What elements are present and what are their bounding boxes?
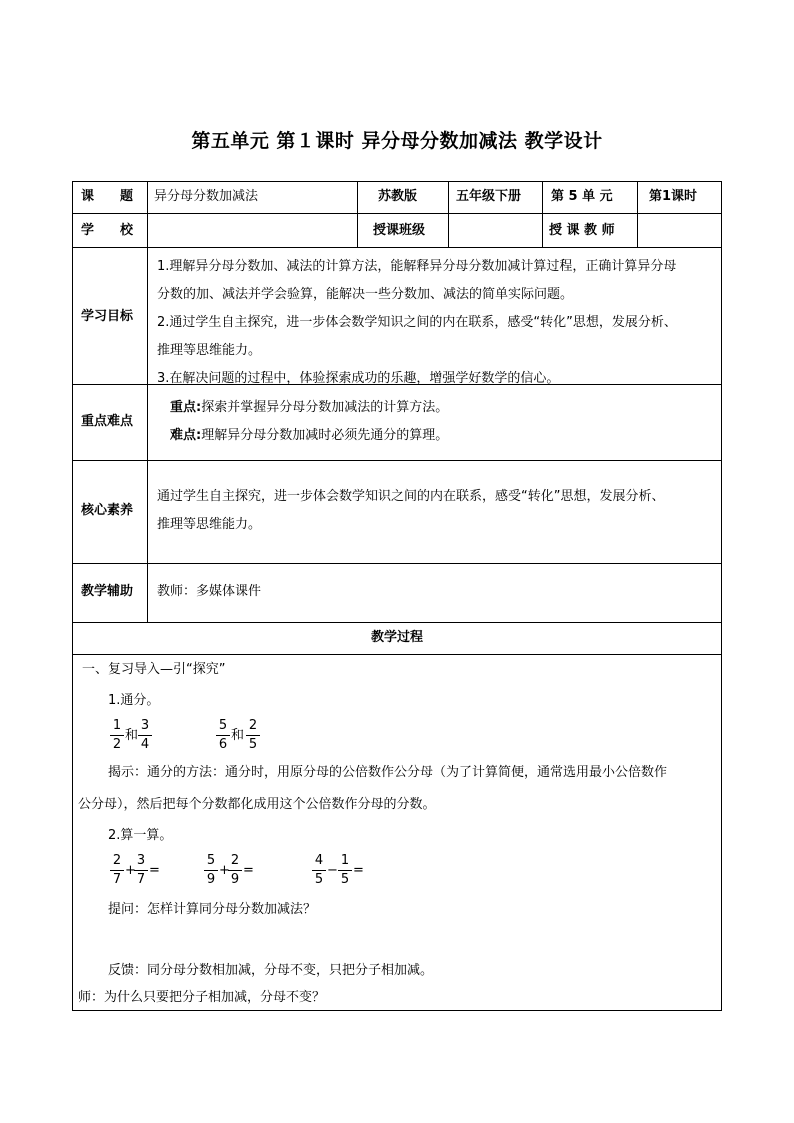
row-divider [72,213,722,214]
table-border-top [72,181,722,182]
fraction: $\frac{3}{4}$ [138,719,152,752]
item-common-denominator: 1.通分。 [108,693,160,708]
literacy-label: 核心素养 [81,503,134,518]
fraction: $\frac{1}{5}$ [338,854,352,887]
joiner-text: 和 [231,728,245,743]
reveal-line-2: 公分母），然后把每个分数都化成用这个公倍数作分母的分数。 [78,797,436,812]
fraction: $\frac{3}{7}$ [134,854,148,887]
table-border-right [721,181,722,1011]
process-heading: 教学过程 [370,630,423,645]
topic-label: 课 题 [81,189,134,204]
focus-text: 探索并掌握异分母分数加减法的计算方法。 [201,400,449,415]
row-divider [72,654,722,655]
keypoints-text [170,394,448,450]
row-divider [72,622,722,623]
unit: 第 5 单 元 [551,189,613,204]
row-divider [72,563,722,564]
focus-label: 重点: [170,400,202,415]
lesson-plan-table [72,181,722,1011]
table-border-left [72,181,73,1011]
publisher: 苏教版 [378,189,418,204]
grade: 五年级下册 [456,189,522,204]
goal-line: 推理等思维能力。 [157,343,262,358]
feedback-text: 反馈：同分母分数相加减，分母不变，只把分子相加减。 [108,963,434,978]
question-text: 提问：怎样计算同分母分数加减法？ [108,902,317,917]
item-calculate: 2.算一算。 [108,828,173,843]
operator: − [327,863,338,878]
topic-value: 异分母分数加减法 [154,189,259,204]
goal-line: 3.在解决问题的过程中，体验探索成功的乐趣，增强学好数学的信心。 [157,371,560,386]
difficulty-label: 难点: [170,428,202,443]
col-divider [357,181,358,247]
literacy-text [157,483,664,539]
operator: + [219,863,230,878]
col-divider [637,181,638,247]
reveal-line-1: 揭示：通分的方法：通分时，用原分母的公倍数作公分母（为了计算简便，通常选用最小公倍数作 [108,765,668,780]
fraction: $\frac{2}{9}$ [228,854,242,887]
goals-text [157,253,677,393]
operator: + [125,863,136,878]
goal-line: 分数的加、减法并学会验算，能解决一些分数加、减法的简单实际问题。 [157,287,574,302]
equals-sign: = [149,863,160,878]
fraction: $\frac{2}{5}$ [246,719,260,752]
aids-text: 教师：多媒体课件 [157,584,262,599]
fraction: $\frac{4}{5}$ [312,854,326,887]
goal-line: 1.理解异分母分数加、减法的计算方法，能解释异分母分数加减计算过程，正确计算异分母 [157,259,677,274]
literacy-line: 推理等思维能力。 [157,517,262,532]
literacy-line: 通过学生自主探究，进一步体会数学知识之间的内在联系，感受“转化”思想，发展分析、 [157,489,665,504]
fraction: $\frac{2}{7}$ [110,854,124,887]
document-title: 第五单元 第１课时 异分母分数加减法 教学设计 [191,130,603,152]
goals-label: 学习目标 [81,309,134,324]
fraction: $\frac{5}{6}$ [216,719,230,752]
lesson-number: 第1课时 [649,189,698,204]
section-review-intro: 一、复习导入—引“探究” [82,662,226,677]
row-divider [72,247,722,248]
col-divider [448,181,449,247]
focus-line [170,394,448,422]
fraction: $\frac{5}{9}$ [204,854,218,887]
keypoints-label: 重点难点 [81,414,134,429]
fraction: $\frac{1}{2}$ [110,719,124,752]
equals-sign: = [243,863,254,878]
joiner-text: 和 [125,728,139,743]
table-border-bottom [72,1010,722,1011]
difficulty-text: 理解异分母分数加减时必须先通分的算理。 [201,428,449,443]
teacher-question: 师：为什么只要把分子相加减，分母不变？ [78,990,326,1005]
difficulty-line [170,422,448,450]
teacher-label: 授 课 教 师 [549,223,615,238]
row-divider [72,460,722,461]
class-label: 授课班级 [373,223,426,238]
school-label: 学 校 [81,223,134,238]
col-divider [542,181,543,247]
equals-sign: = [353,863,364,878]
col-divider [147,181,148,622]
goal-line: 2.通过学生自主探究，进一步体会数学知识之间的内在联系，感受“转化”思想，发展分析、 [157,315,677,330]
aids-label: 教学辅助 [81,584,134,599]
